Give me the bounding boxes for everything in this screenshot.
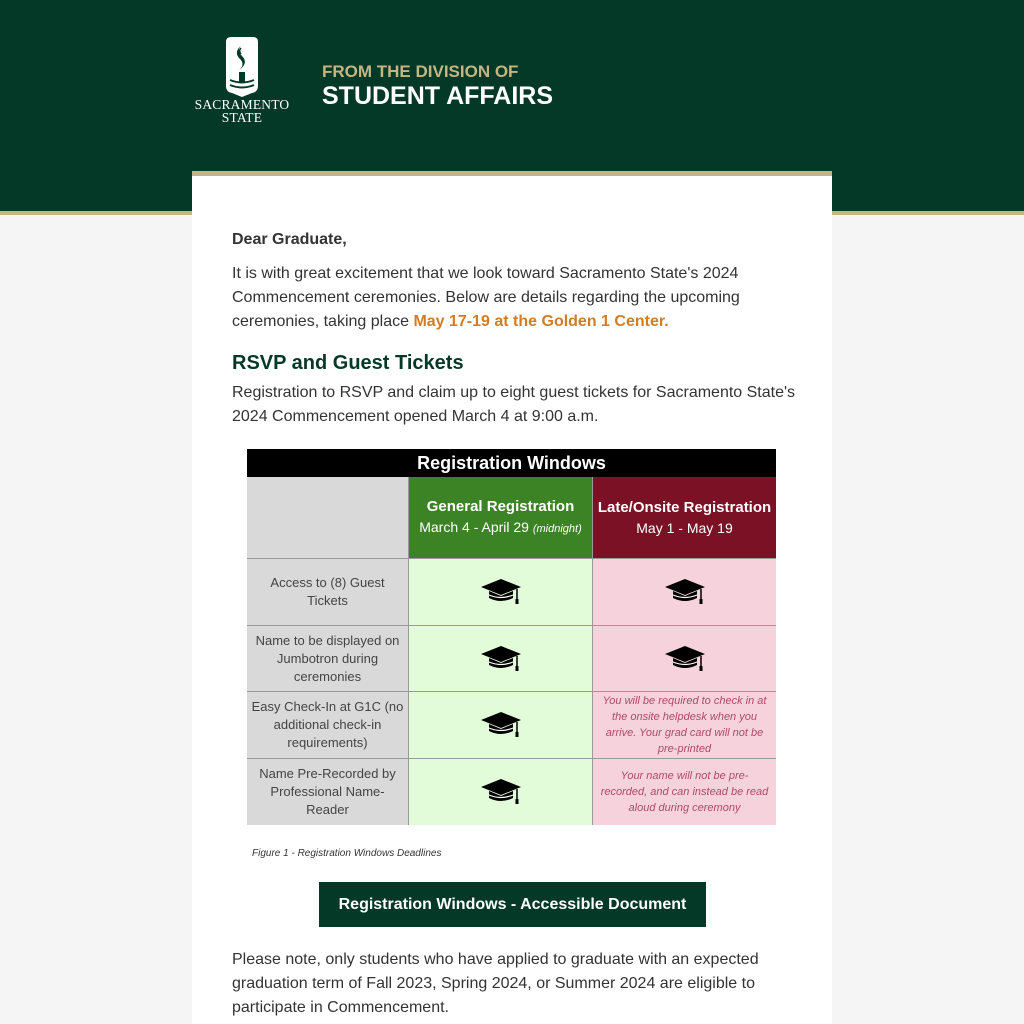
row-label-name-recorded: Name Pre-Recorded by Professional Name-Reader [247,759,409,825]
late-name-note: Your name will not be pre-recorded, and can instead be read aloud during ceremony [593,759,776,825]
logo-line-2: STATE [221,110,263,125]
general-col-title: General Registration [426,497,575,515]
registration-windows-figure [247,449,776,825]
general-registration-header [409,477,593,559]
torch-icon [220,36,264,98]
late-col-title: Late/Onsite Registration [597,498,772,516]
header-title: STUDENT AFFAIRS [322,82,554,110]
intro-text: It is with great excitement that we look toward Sacramento State's 2024 Commencement ceremonies. Below are details regarding the upcoming ceremonies, taking place [232,265,740,330]
rsvp-paragraph: Registration to RSVP and claim up to eight guest tickets for Sacramento State's 2024 Commencement opened March 4 at 9:00 a.m. [232,384,796,425]
logo-line-1: SACRAMENTO [194,97,290,112]
logo-wordmark [194,98,290,124]
figure-caption: Figure 1 - Registration Windows Deadlines [252,848,442,859]
grad-cap-icon [593,626,776,692]
late-checkin-note: You will be required to check in at the onsite helpdesk when you arrive. Your grad card will not be pre-printed [593,692,776,759]
section-heading: RSVP and Guest Tickets [232,352,464,374]
greeting: Dear Graduate, [232,231,347,248]
row-label-guest-tickets: Access to (8) Guest Tickets [247,559,409,626]
email-card [192,171,832,1024]
general-col-dates: March 4 - April 29 (midnight) [419,518,582,535]
intro-date-highlight: May 17-19 at the Golden 1 Center. [413,313,669,330]
row-label-easy-checkin: Easy Check-In at G1C (no additional check-in requirements) [247,692,409,759]
intro-paragraph [232,262,800,334]
late-registration-header [593,477,776,559]
grad-cap-icon [593,559,776,626]
grad-cap-icon [409,759,593,825]
figure-title: Registration Windows [247,449,776,477]
grad-cap-icon [409,692,593,759]
general-col-note: (midnight) [532,522,582,535]
grad-cap-icon [409,559,593,626]
eligibility-paragraph: Please note, only students who have applied to graduate with an expected graduation term of Fall 2023, Spring 2024, or Summer 2024 are eligible to participate in Commencement. [232,951,759,1016]
row-label-jumbotron: Name to be displayed on Jumbotron during ceremonies [247,626,409,692]
grad-cap-icon [409,626,593,692]
header-blank-cell [247,477,409,559]
division-label: FROM THE DIVISION OF [322,62,519,81]
accessible-document-button[interactable]: Registration Windows - Accessible Document [319,882,706,927]
late-col-dates: May 1 - May 19 [636,519,733,536]
sacramento-state-logo[interactable] [194,36,290,136]
